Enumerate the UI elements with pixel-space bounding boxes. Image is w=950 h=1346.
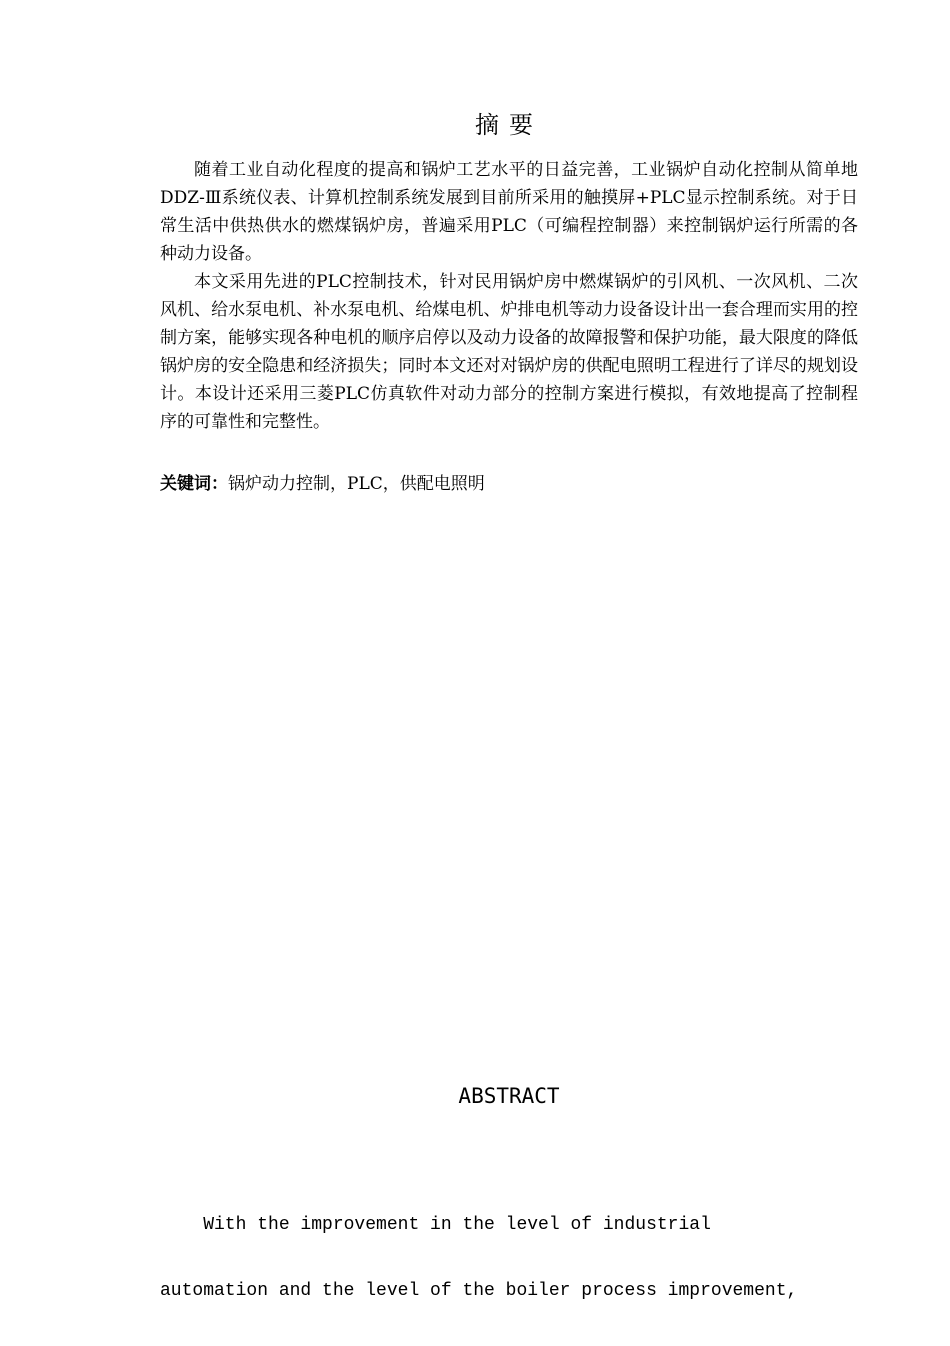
keywords-label: 关键词： (160, 474, 228, 494)
abstract-cn-paragraph-1: 随着工业自动化程度的提高和锅炉工艺水平的日益完善，工业锅炉自动化控制从简单地DDZ-Ⅲ系统仪表、计算机控制系统发展到目前所采用的触摸屏+PLC显示控制系统。对于日常生活中供热供水的燃煤锅炉房，普遍采用PLC（可编程控制器）来控制锅炉运行所需的各种动力设备。 (160, 160, 858, 264)
abstract-en-title: ABSTRACT (458, 1084, 560, 1108)
keywords-value: 锅炉动力控制，PLC，供配电照明 (228, 474, 485, 494)
abstract-cn-title: 摘要 (475, 111, 543, 139)
abstract-en-line-2: automation and the level of the boiler process improvement, (160, 1281, 798, 1301)
abstract-en-body (160, 1170, 858, 1346)
abstract-en-line-1: With the improvement in the level of industrial (160, 1215, 711, 1235)
keywords-line (160, 470, 858, 498)
abstract-cn-body (160, 156, 858, 436)
abstract-cn-paragraph-2: 本文采用先进的PLC控制技术，针对民用锅炉房中燃煤锅炉的引风机、一次风机、二次风机、给水泵电机、补水泵电机、给煤电机、炉排电机等动力设备设计出一套合理而实用的控制方案，能够实现各种电机的顺序启停以及动力设备的故障报警和保护功能，最大限度的降低锅炉房的安全隐患和经济损失；同时本文还对对锅炉房的供配电照明工程进行了详尽的规划设计。本设计还采用三菱PLC仿真软件对动力部分的控制方案进行模拟，有效地提高了控制程序的可靠性和完整性。 (160, 272, 858, 432)
